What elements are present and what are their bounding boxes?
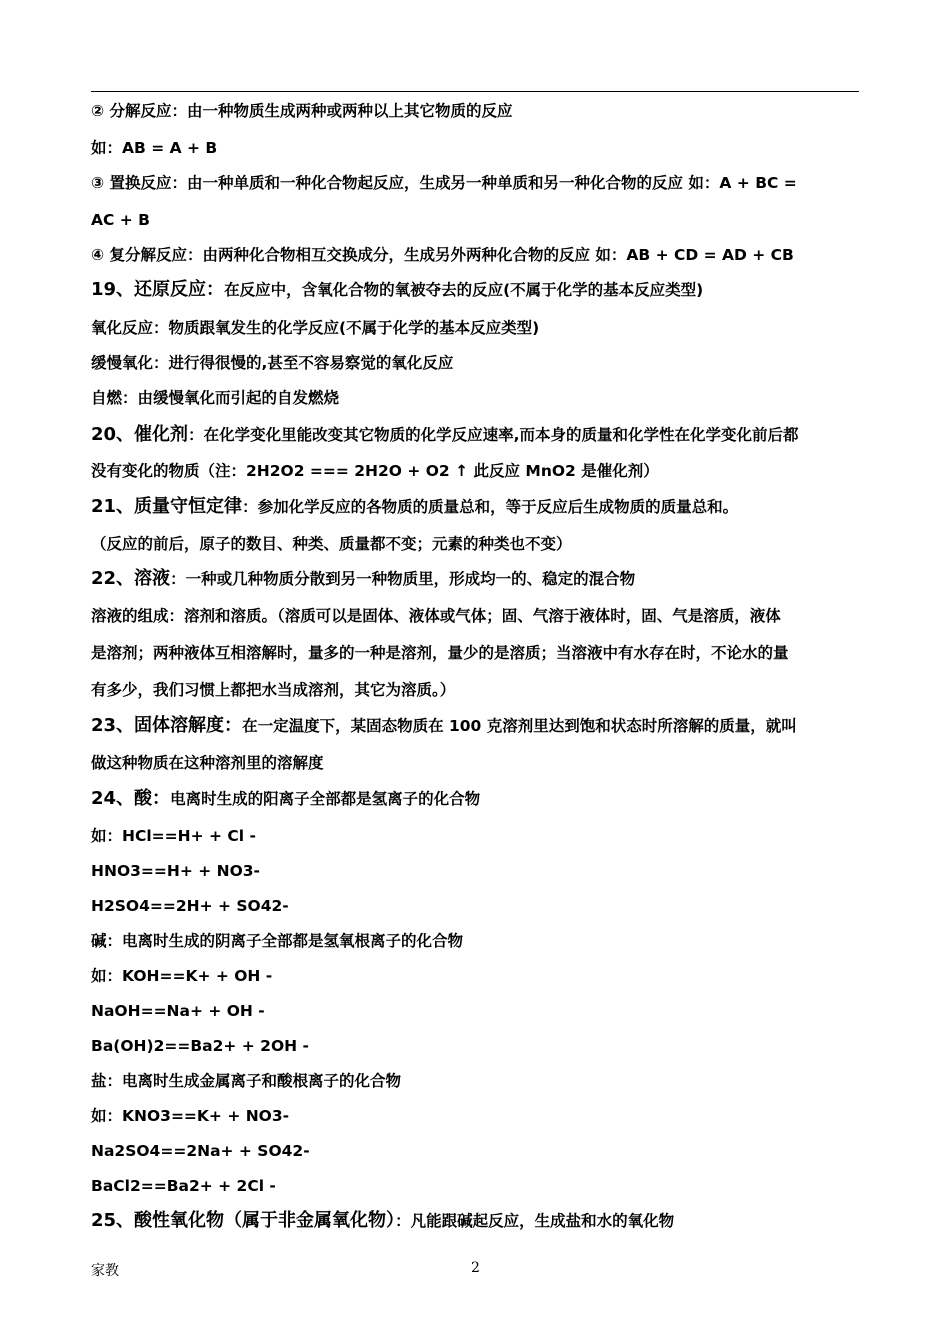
text-line: [91, 680, 861, 700]
text-line: [91, 931, 861, 951]
text-line: [91, 753, 861, 773]
line-text: 自燃：由缓慢氧化而引起的自发燃烧: [91, 389, 340, 407]
line-text: 如：KNO3==K+ + NO3-: [91, 1107, 290, 1125]
text-line: [91, 896, 861, 916]
text-line: [91, 101, 861, 121]
line-text: ：凡能跟碱起反应，生成盐和水的氧化物: [395, 1212, 675, 1230]
line-text: Ba(OH)2==Ba2+ + 2OH -: [91, 1037, 309, 1055]
text-line: [91, 497, 861, 517]
section-heading: 19、还原反应：: [91, 279, 225, 300]
text-line: [91, 826, 861, 846]
line-text: Na2SO4==2Na+ + SO42-: [91, 1142, 310, 1160]
line-text: 在一定温度下，某固态物质在 100 克溶剂里达到饱和状态时所溶解的质量，就叫: [242, 717, 797, 735]
header-rule: [91, 91, 859, 92]
section-heading: 23、固体溶解度：: [91, 715, 243, 736]
page-number: 2: [471, 1260, 480, 1276]
line-text: ② 分解反应：由一种物质生成两种或两种以上其它物质的反应: [91, 102, 513, 120]
text-line: [91, 1106, 861, 1126]
text-line: [91, 1071, 861, 1091]
line-text: NaOH==Na+ + OH -: [91, 1002, 265, 1020]
line-text: ：一种或几种物质分散到另一种物质里，形成均一的、稳定的混合物: [170, 570, 636, 588]
line-text: 如：HCl==H+ + Cl -: [91, 827, 256, 845]
text-line: [91, 534, 861, 554]
line-text: （反应的前后，原子的数目、种类、质量都不变；元素的种类也不变）: [91, 535, 572, 553]
text-line: [91, 461, 861, 481]
line-text: 是溶剂；两种液体互相溶解时，量多的一种是溶剂，量少的是溶质；当溶液中有水存在时，不论水的量: [91, 644, 789, 662]
text-line: [91, 716, 861, 736]
section-heading: 21、质量守恒定律: [91, 496, 243, 517]
line-text: HNO3==H+ + NO3-: [91, 862, 260, 880]
section-heading: 20、催化剂: [91, 424, 189, 445]
text-line: [91, 318, 861, 338]
text-line: [91, 425, 861, 445]
text-line: [91, 1141, 861, 1161]
line-text: H2SO4==2H+ + SO42-: [91, 897, 289, 915]
line-text: 盐：电离时生成金属离子和酸根离子的化合物: [91, 1072, 402, 1090]
text-line: [91, 643, 861, 663]
text-line: [91, 1001, 861, 1021]
text-line: [91, 1176, 861, 1196]
line-text: 碱：电离时生成的阴离子全部都是氢氧根离子的化合物: [91, 932, 464, 950]
line-text: ③ 置换反应：由一种单质和一种化合物起反应，生成另一种单质和另一种化合物的反应 如：A + BC =: [91, 174, 797, 192]
line-text: BaCl2==Ba2+ + 2Cl -: [91, 1177, 276, 1195]
line-text: AC + B: [91, 211, 150, 229]
text-line: [91, 966, 861, 986]
line-text: 没有变化的物质（注：2H2O2 === 2H2O + O2 ↑ 此反应 MnO2 是催化剂）: [91, 462, 659, 480]
text-line: [91, 388, 861, 408]
text-line: [91, 1036, 861, 1056]
line-text: 做这种物质在这种溶剂里的溶解度: [91, 754, 324, 772]
text-line: [91, 861, 861, 881]
line-text: ：参加化学反应的各物质的质量总和，等于反应后生成物质的质量总和。: [242, 498, 739, 516]
line-text: 如：KOH==K+ + OH -: [91, 967, 273, 985]
text-line: [91, 280, 861, 300]
line-text: 在反应中，含氧化合物的氧被夺去的反应(不属于化学的基本反应类型): [224, 281, 704, 299]
line-text: 有多少，我们习惯上都把水当成溶剂，其它为溶质。）: [91, 681, 456, 699]
line-text: 缓慢氧化：进行得很慢的,甚至不容易察觉的氧化反应: [91, 354, 454, 372]
text-line: [91, 569, 861, 589]
text-line: [91, 1211, 861, 1231]
text-line: [91, 210, 861, 230]
text-line: [91, 353, 861, 373]
line-text: ：在化学变化里能改变其它物质的化学反应速率,而本身的质量和化学性在化学变化前后都: [188, 426, 799, 444]
section-heading: 25、酸性氧化物（属于非金属氧化物）: [91, 1210, 396, 1231]
footer-left: 家教: [91, 1263, 119, 1279]
line-text: 溶液的组成：溶剂和溶质。（溶质可以是固体、液体或气体；固、气溶于液体时，固、气是溶质，液体: [91, 607, 781, 625]
section-heading: 24、酸：: [91, 788, 171, 809]
text-line: [91, 789, 861, 809]
text-line: [91, 138, 861, 158]
text-line: [91, 173, 861, 193]
line-text: 如：AB = A + B: [91, 139, 218, 157]
text-line: [91, 245, 861, 265]
line-text: ④ 复分解反应：由两种化合物相互交换成分，生成另外两种化合物的反应 如：AB + CD = AD + CB: [91, 246, 794, 264]
text-line: [91, 606, 861, 626]
line-text: 氧化反应：物质跟氧发生的化学反应(不属于化学的基本反应类型): [91, 319, 540, 337]
section-heading: 22、溶液: [91, 568, 171, 589]
line-text: 电离时生成的阳离子全部都是氢离子的化合物: [170, 790, 481, 808]
